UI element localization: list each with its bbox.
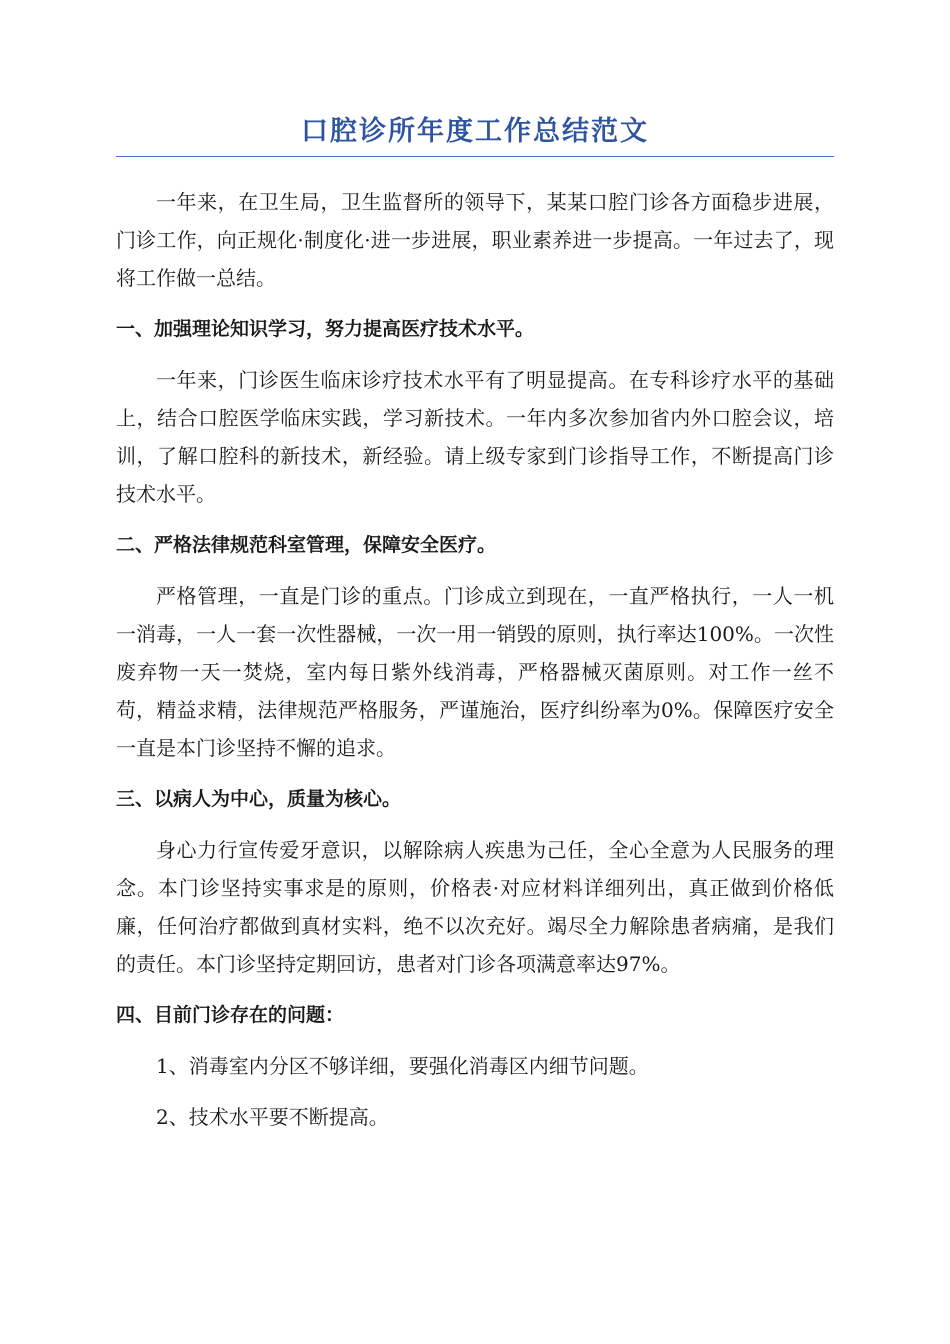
document-page — [116, 112, 834, 1136]
section-1-heading: 一、加强理论知识学习，努力提高医疗技术水平。 — [116, 318, 535, 340]
document-title: 口腔诊所年度工作总结范文 — [116, 112, 834, 157]
section-3-body: 身心力行宣传爱牙意识，以解除病人疾患为己任，全心全意为人民服务的理念。本门诊坚持实事求是的原则，价格表·对应材料详细列出，真正做到价格低廉，任何治疗都做到真材实料，绝不以次充好。竭尽全力解除患者病痛，是我们的责任。本门诊坚持定期回访，患者对门诊各项满意率达97%。 — [116, 838, 834, 976]
section-4-heading: 四、目前门诊存在的问题： — [116, 1004, 345, 1026]
section-1-body: 一年来，门诊医生临床诊疗技术水平有了明显提高。在专科诊疗水平的基础上，结合口腔医学临床实践，学习新技术。一年内多次参加省内外口腔会议，培训，了解口腔科的新技术，新经验。请上级专家到门诊指导工作，不断提高门诊技术水平。 — [116, 368, 834, 506]
section-2-body: 严格管理，一直是门诊的重点。门诊成立到现在，一直严格执行，一人一机一消毒，一人一套一次性器械，一次一用一销毁的原则，执行率达100%。一次性废弃物一天一焚烧，室内每日紫外线消毒，严格器械灭菌原则。对工作一丝不苟，精益求精，法律规范严格服务，严谨施治，医疗纠纷率为0%。保障医疗安全一直是本门诊坚持不懈的追求。 — [116, 584, 834, 760]
intro-paragraph: 一年来，在卫生局，卫生监督所的领导下，某某口腔门诊各方面稳步进展，门诊工作，向正规化·制度化·进一步进展，职业素养进一步提高。一年过去了，现将工作做一总结。 — [116, 190, 834, 290]
section-3-heading: 三、以病人为中心，质量为核心。 — [116, 788, 402, 810]
list-item: 2、技术水平要不断提高。 — [156, 1105, 389, 1129]
section-2-heading: 二、严格法律规范科室管理，保障安全医疗。 — [116, 534, 497, 556]
list-item: 1、消毒室内分区不够详细，要强化消毒区内细节问题。 — [156, 1054, 649, 1078]
